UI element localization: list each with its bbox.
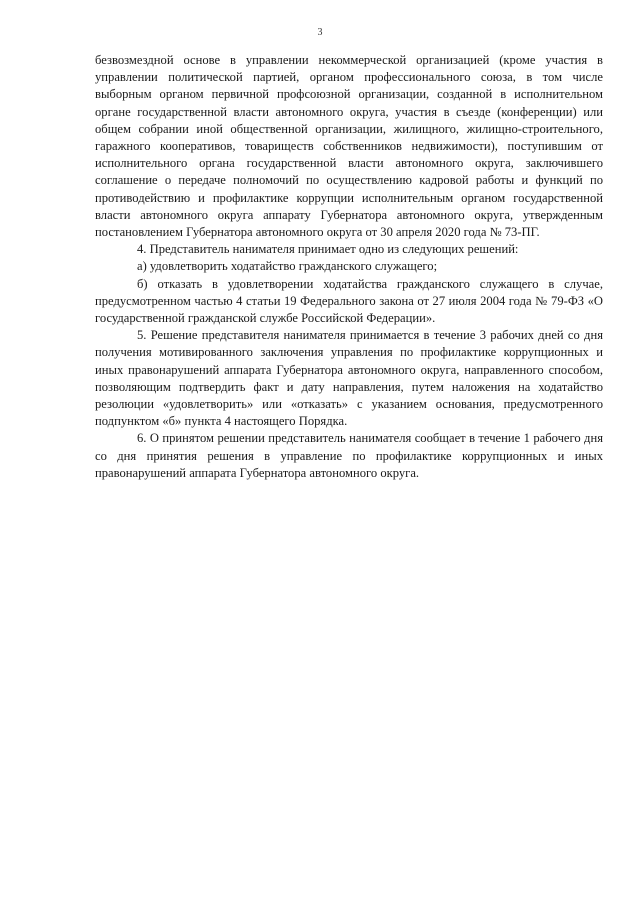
paragraph-item-5: 5. Решение представителя нанимателя принимается в течение 3 рабочих дней со дня получения мотивированного заключения управления по профилактике коррупционных и иных правонарушений аппарата Губернатора автономного округа, направленного способом, позволяющим подтвердить факт и дату направления, путем наложения на ходатайство резолюции «удовлетворить» или «отказать» с указанием основания, предусмотренного подпунктом «б» пункта 4 настоящего Порядка. <box>95 328 603 429</box>
page-number: 3 <box>317 27 323 38</box>
paragraph-item-6: 6. О принятом решении представитель нанимателя сообщает в течение 1 рабочего дня со дня принятия решения в управление по профилактике коррупционных и иных правонарушений аппарата Губернатора автономного округа. <box>95 431 603 480</box>
paragraph-item-4: 4. Представитель нанимателя принимает одно из следующих решений: <box>137 242 519 257</box>
paragraph-item-4b: б) отказать в удовлетворении ходатайства гражданского служащего в случае, предусмотренном частью 4 статьи 19 Федерального закона от 27 июля 2004 года № 79-ФЗ «О государственной гражданской службе Российской Федерации». <box>95 276 603 326</box>
document-body <box>95 52 603 482</box>
paragraph-item-4a: а) удовлетворить ходатайство гражданского служащего; <box>137 259 438 274</box>
paragraph-continuation: безвозмездной основе в управлении некоммерческой организацией (кроме участия в управлении политической партией, органом профессионального союза, в том числе выборным органом первичной профсоюзной организации, созданной в исполнительном органе государственной власти автономного округа, участия в съезде (конференции) или общем собрании иной общественной организации, жилищного, жилищно-строительного, гаражного кооперативов, товариществ собственников недвижимости), поступившим от исполнительного органа государственной власти автономного округа, заключившего соглашение о передаче полномочий по осуществлению кадровой работы и функций по противодействию и профилактике коррупции исполнительным органом государственной власти автономного округа аппарату Губернатора автономного округа, утвержденным постановлением Губернатора автономного округа от 30 апреля 2020 года № 73-ПГ. <box>95 53 603 240</box>
